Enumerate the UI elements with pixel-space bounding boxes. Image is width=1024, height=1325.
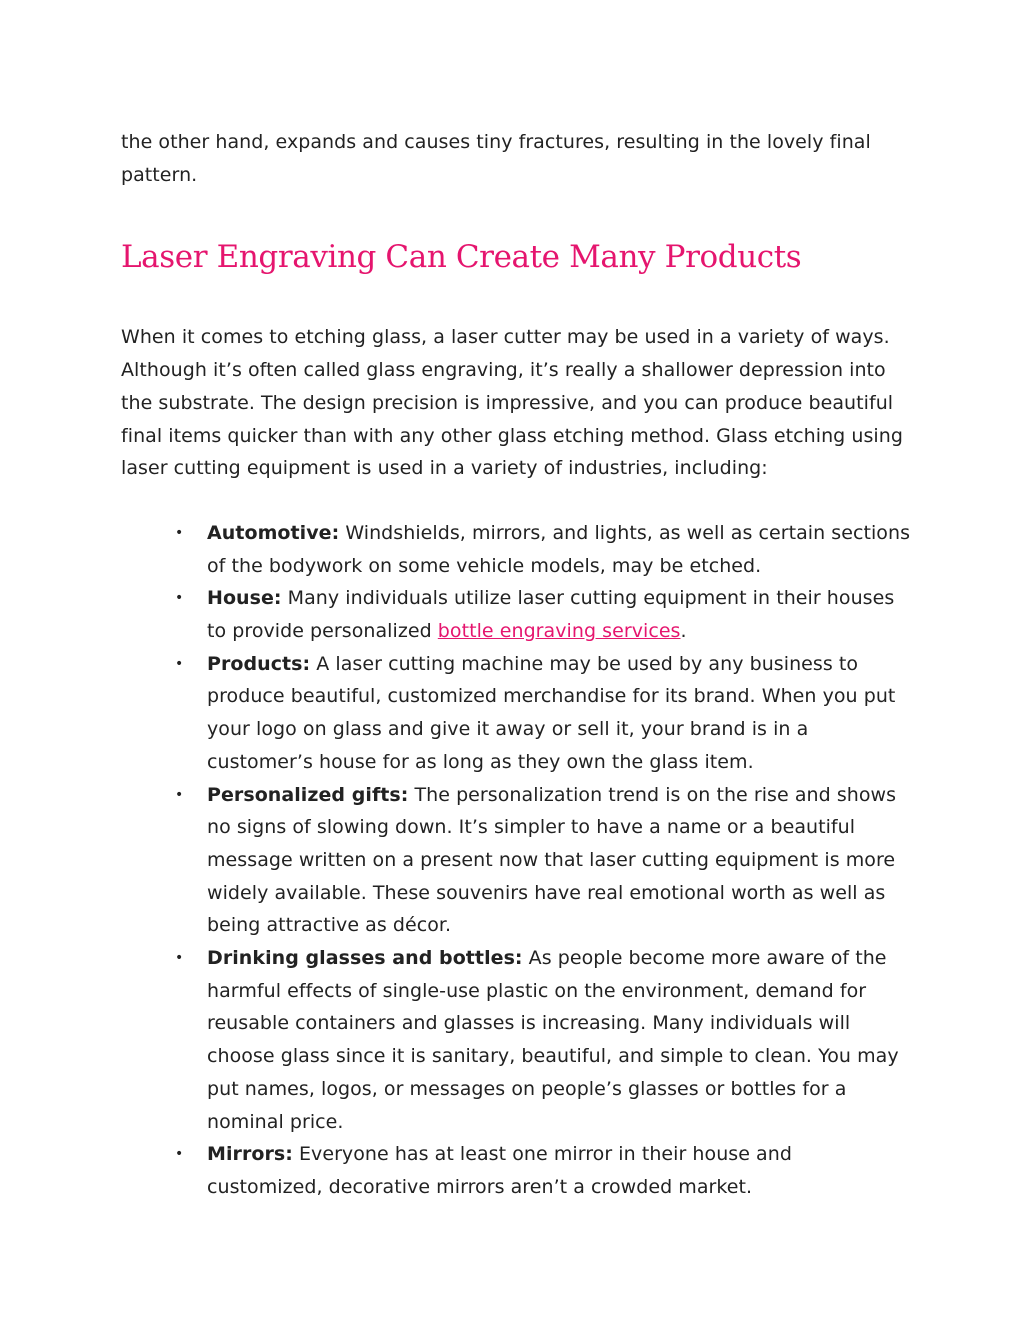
list-item-term: Drinking glasses and bottles: — [207, 947, 523, 970]
intro-paragraph: When it comes to etching glass, a laser cutter may be used in a variety of ways. Although it’s often called glass engraving, it’s really a shallower depression into the substrate. The design precision is impressive, and you can produce beautiful final items quicker than with any other glass etching method. Glass etching using laser cutting equipment is used in a variety of industries, including: — [121, 326, 903, 480]
list-item-term: Mirrors: — [207, 1143, 293, 1166]
list-item-mirrors — [121, 1138, 911, 1203]
list-item-personalized-gifts — [121, 779, 911, 943]
list-item-drinking-glasses — [121, 942, 911, 1138]
list-item-products — [121, 648, 911, 779]
list-item-text: As people become more aware of the harmful effects of single-use plastic on the environment, demand for reusable containers and glasses is increasing. Many individuals will choose glass since it is sanitary, beautiful, and simple to clean. You may put names, logos, or messages on people’s glasses or bottles for a nominal price. — [207, 947, 899, 1133]
section-heading: Laser Engraving Can Create Many Products — [121, 239, 802, 276]
list-item-term: Products: — [207, 652, 311, 675]
list-item-text: Windshields, mirrors, and lights, as well as certain sections of the bodywork on some vehicle models, may be etched. — [207, 521, 911, 577]
list-item-text: A laser cutting machine may be used by any business to produce beautiful, customized merchandise for its brand. When you put your logo on glass and give it away or sell it, your brand is in a customer’s house for as long as they own the glass item. — [207, 652, 896, 773]
list-item-automotive — [121, 517, 911, 582]
bullet-icon: • — [175, 524, 184, 541]
list-item-text: Everyone has at least one mirror in their house and customized, decorative mirrors aren’t a crowded market. — [207, 1143, 792, 1198]
list-item-term: Automotive: — [207, 521, 340, 544]
document-content — [121, 126, 911, 1204]
list-item-term: Personalized gifts: — [207, 783, 409, 806]
list-item-term: House: — [207, 587, 282, 610]
list-item-text: The personalization trend is on the rise and shows no signs of slowing down. It’s simpler to have a name or a beautiful message written on a present now that laser cutting equipment is more widely available. These souvenirs have real emotional worth as well as being attractive as décor. — [207, 783, 897, 937]
bullet-icon: • — [175, 950, 184, 967]
bottle-engraving-services-link[interactable]: bottle engraving services — [437, 620, 681, 643]
bullet-icon: • — [175, 786, 184, 803]
opening-paragraph: the other hand, expands and causes tiny fractures, resulting in the lovely final pattern. — [121, 131, 871, 186]
list-item-house — [121, 582, 911, 647]
bullet-icon: • — [175, 590, 184, 607]
bullet-icon: • — [175, 1146, 184, 1163]
industries-list — [121, 517, 911, 1204]
bullet-icon: • — [175, 655, 184, 672]
list-item-text: Many individuals utilize laser cutting equipment in their houses to provide personalized — [207, 587, 895, 643]
list-item-text-after-link: . — [680, 620, 687, 643]
